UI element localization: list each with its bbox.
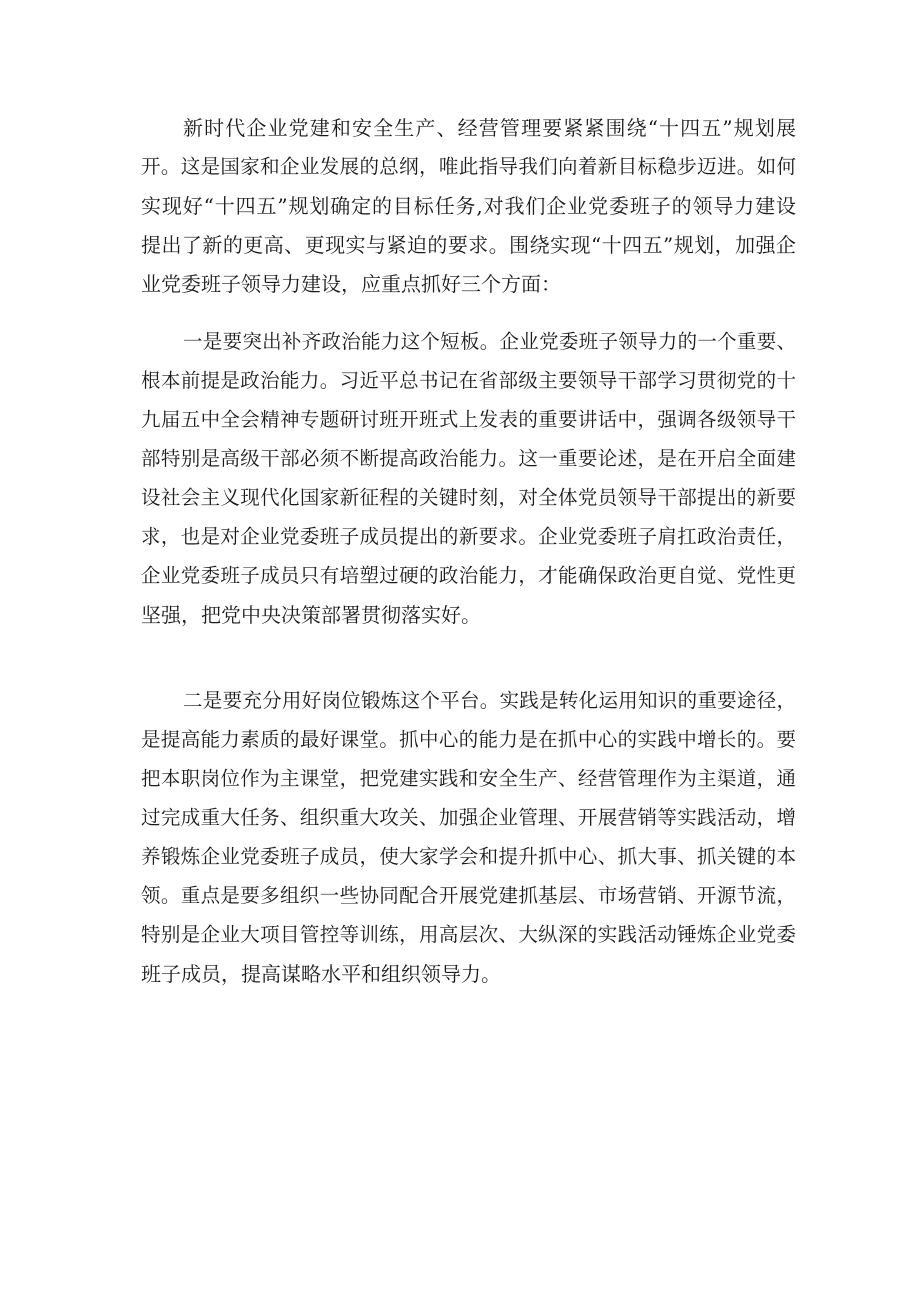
text-line: 九届五中全会精神专题研讨班开班式上发表的重要讲话中，强调各级领导干 [141,408,796,431]
text-line: 根本前提是政治能力。习近平总书记在省部级主要领导干部学习贯彻党的十 [141,369,796,392]
text-line: 开。这是国家和企业发展的总纲，唯此指导我们向着新目标稳步迈进。如何 [141,155,796,178]
text-line: 领。重点是要多组织一些协同配合开展党建抓基层、市场营销、开源节流， [141,884,796,907]
text-line: 特别是企业大项目管控等训练，用高层次、大纵深的实践活动锤炼企业党委 [141,923,796,946]
text-line: 过完成重大任务、组织重大攻关、加强企业管理、开展营销等实践活动，增 [141,806,796,829]
text-line: 是提高能力素质的最好课堂。抓中心的能力是在抓中心的实践中增长的。要 [141,728,796,751]
text-line: 设社会主义现代化国家新征程的关键时刻，对全体党员领导干部提出的新要 [141,486,796,509]
text-line: 提出了新的更高、更现实与紧迫的要求。围绕实现“十四五”规划，加强企 [141,233,796,257]
text-line: 实现好“十四五”规划确定的目标任务,对我们企业党委班子的领导力建设 [141,194,796,218]
text-line: 一是要突出补齐政治能力这个短板。企业党委班子领导力的一个重要、 [183,330,796,353]
text-line: 把本职岗位作为主课堂，把党建实践和安全生产、经营管理作为主渠道，通 [141,767,796,790]
text-line: 坚强，把党中央决策部署贯彻落实好。 [141,603,481,627]
text-line: 部特别是高级干部必须不断提高政治能力。这一重要论述，是在开启全面建 [141,447,796,470]
text-line: 新时代企业党建和安全生产、经营管理要紧紧围绕“十四五”规划展 [183,116,796,140]
text-line: 求，也是对企业党委班子成员提出的新要求。企业党委班子肩扛政治责任， [141,525,796,548]
text-line: 企业党委班子成员只有培塑过硬的政治能力，才能确保政治更自觉、党性更 [141,564,796,587]
text-line: 业党委班子领导力建设，应重点抓好三个方面： [141,272,561,296]
text-line: 养锻炼企业党委班子成员，使大家学会和提升抓中心、抓大事、抓关键的本 [141,845,796,868]
text-line: 班子成员，提高谋略水平和组织领导力。 [141,962,501,986]
text-line: 二是要充分用好岗位锻炼这个平台。实践是转化运用知识的重要途径， [183,689,796,712]
